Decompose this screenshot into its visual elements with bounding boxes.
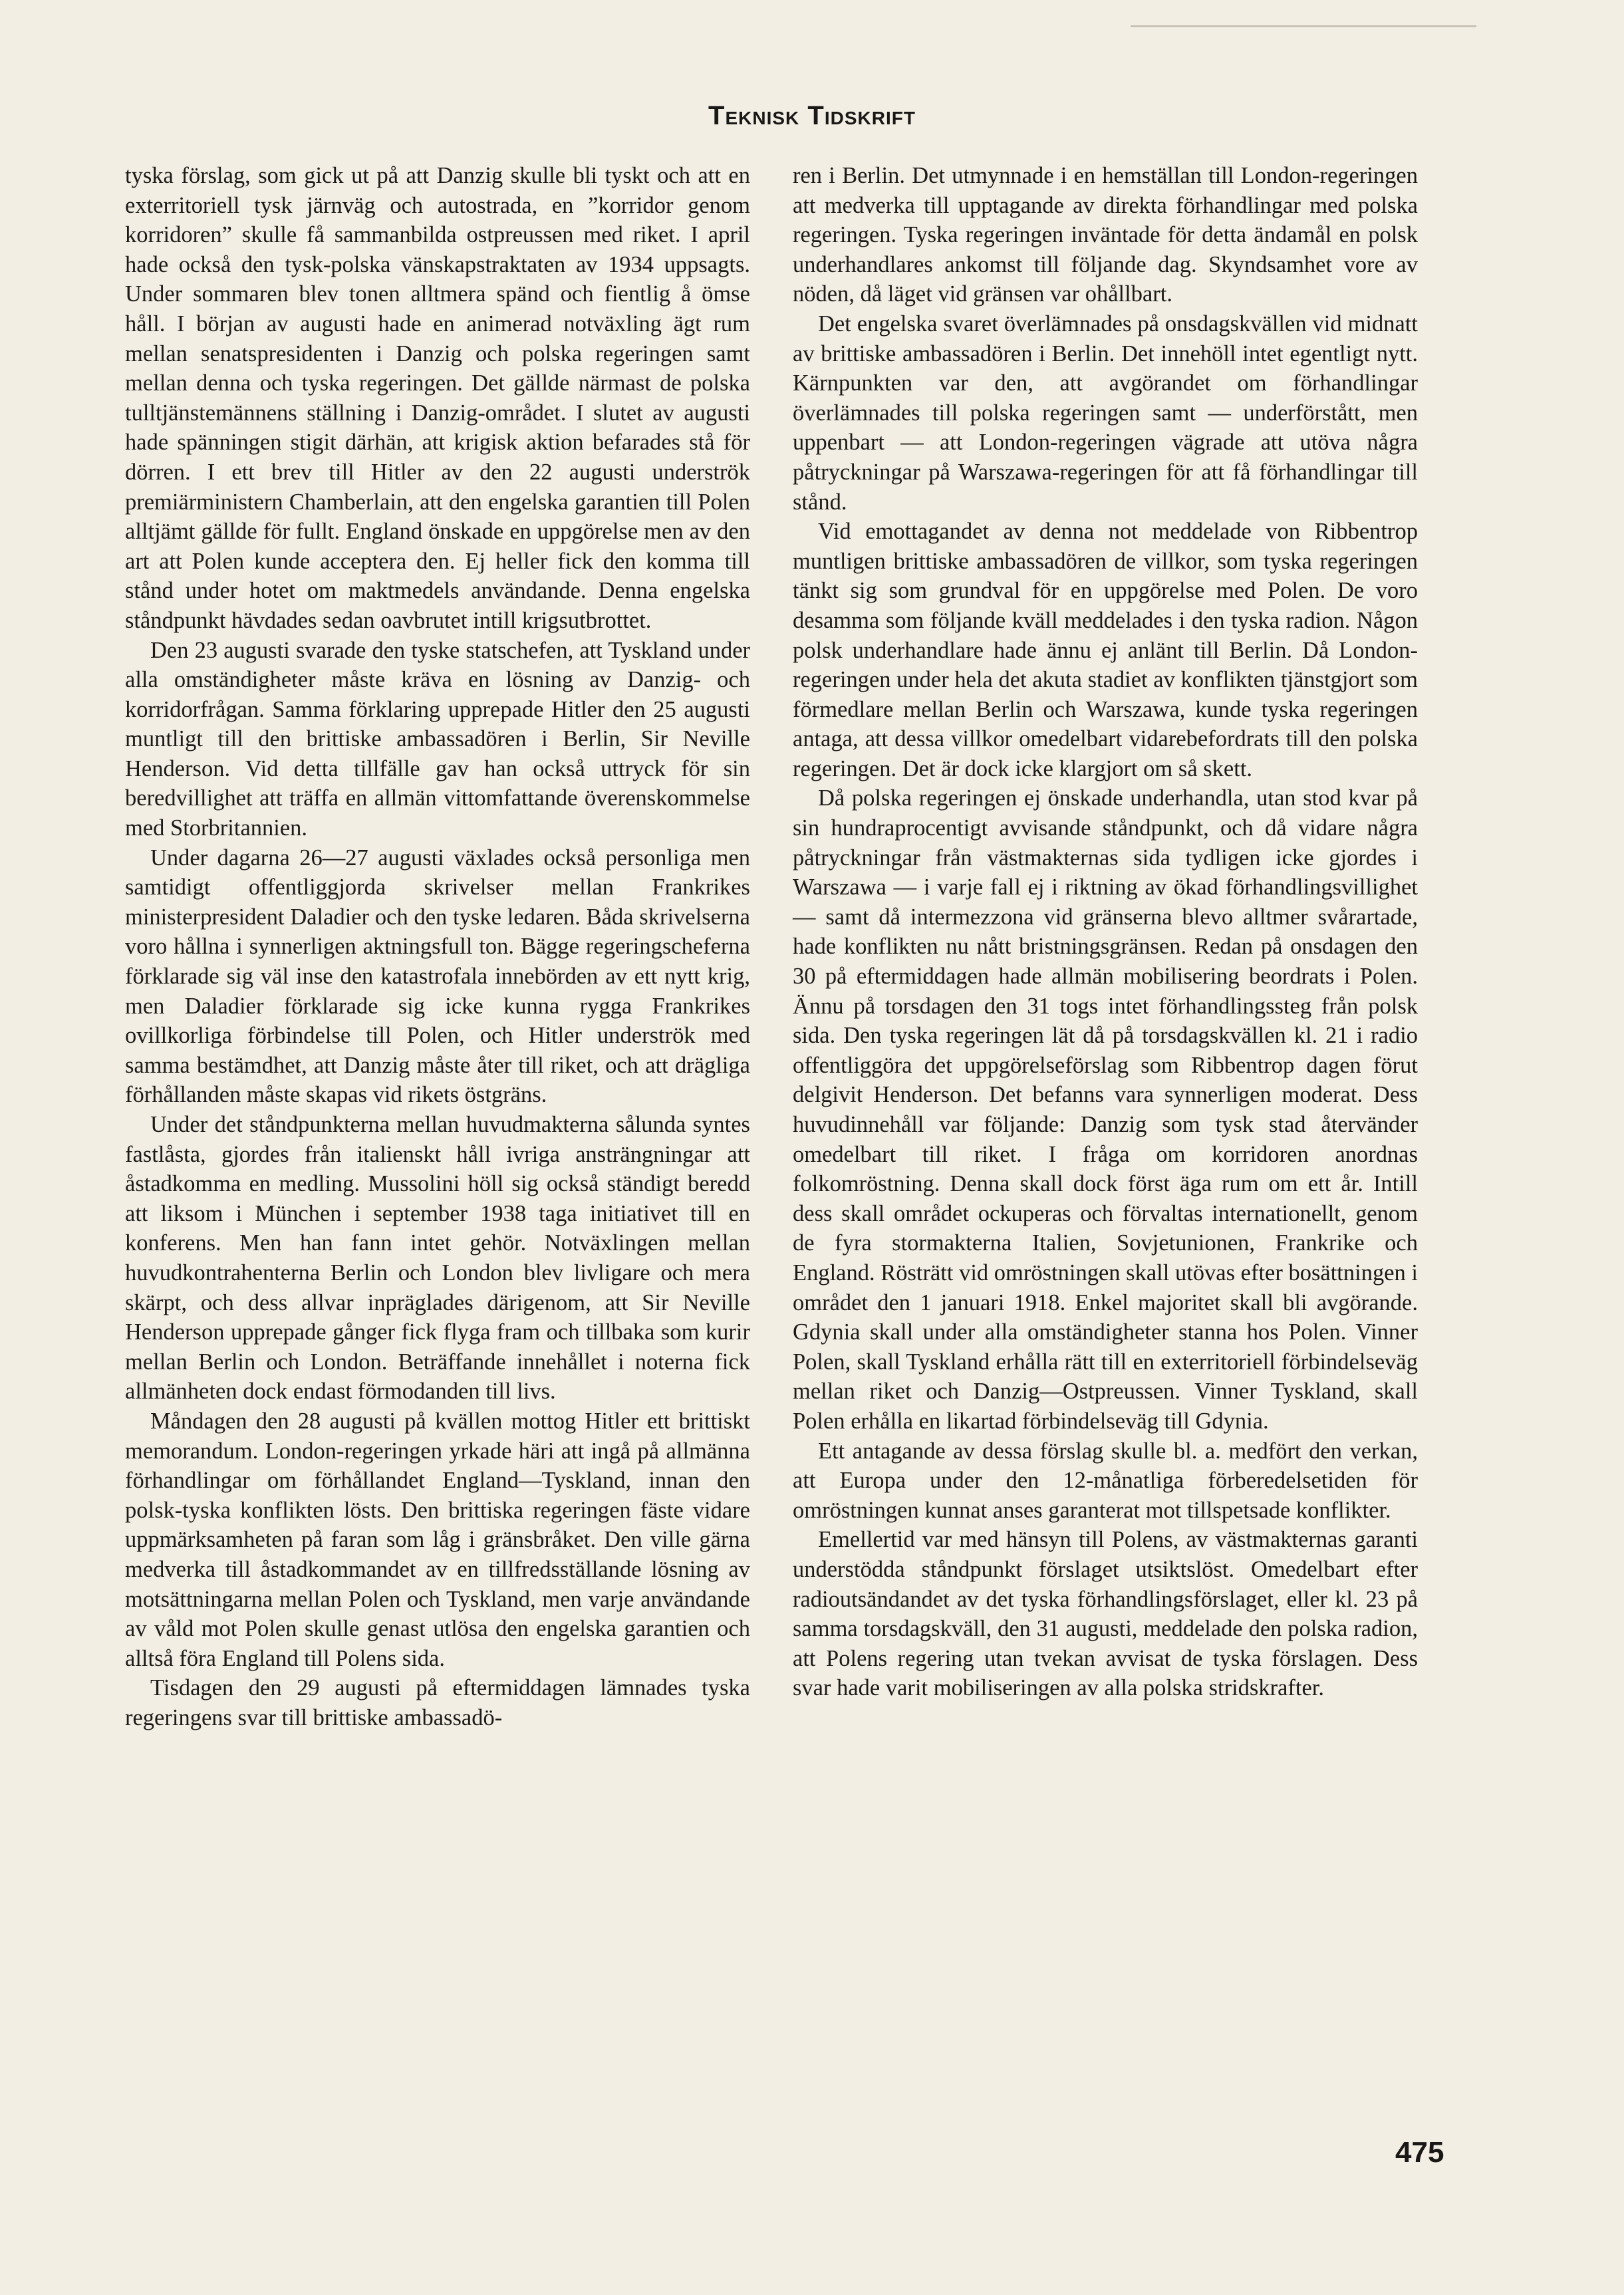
paragraph: Då polska regeringen ej önskade underhandla, utan stod kvar på sin hundraprocentigt avvisande ståndpunkt, och då vidare några påtryckningar från västmakternas sida tydligen icke gjordes i Warszawa — i varje fall ej i riktning av ökad förhandlingsvillighet — samt då intermezzona vid gränserna blevo alltmer svårartade, hade konflikten nu nått bristningsgränsen. Redan på onsdagen den 30 på eftermiddagen hade allmän mobilisering beordrats i Polen. Ännu på torsdagen den 31 togs intet förhandlingssteg från polsk sida. Den tyska regeringen lät då på torsdagskvällen kl. 21 i radio offentliggöra det uppgörelseförslag som Ribbentrop dagen förut delgivit Henderson. Det befanns vara synnerligen moderat. Dess huvudinnehåll var följande: Danzig som tysk stad återvänder omedelbart till riket. I fråga om korridoren anordnas folkomröstning. Denna skall dock först äga rum om ett år. Intill dess skall området ockuperas och förvaltas internationellt, genom de fyra stormakterna Italien, Sovjetunionen, Frankrike och England. Rösträtt vid omröstningen skall utövas efter bosättningen i området den 1 januari 1918. Enkel majoritet skall bli avgörande. Gdynia skall under alla omständigheter stanna hos Polen. Vinner Polen, skall Tyskland erhålla rätt till en exterritoriell förbindelseväg mellan riket och Danzig—Ostpreussen. Vinner Tyskland, skall Polen erhålla en likartad förbindelseväg till Gdynia. — [793, 785, 1418, 1434]
page-number: 475 — [1395, 2136, 1444, 2169]
top-rule — [1131, 25, 1476, 27]
paragraph: ren i Berlin. Det utmynnade i en hemställan till London-regeringen att medverka till upptagande av direkta förhandlingar med polska regeringen. Tyska regeringen inväntade för detta ändamål en polsk underhandlares ankomst till följande dag. Skyndsamhet vore av nöden, då läget vid gränsen var ohållbart. — [793, 163, 1418, 307]
paragraph: Det engelska svaret överlämnades på onsdagskvällen vid midnatt av brittiske ambassadören i Berlin. Det innehöll intet egentligt nytt. Kärnpunkten var den, att avgörandet om förhandlingar överlämnades till polska regeringen samt — underförstått, men uppenbart — att London-regeringen vägrade att utöva några påtryckningar på Warszawa-regeringen för att få förhandlingar till stånd. — [793, 311, 1418, 515]
paragraph: Den 23 augusti svarade den tyske statschefen, att Tyskland under alla omständigheter måste kräva en lösning av Danzig- och korridorfrågan. Samma förklaring upprepade Hitler den 25 augusti muntligt till den brittiske ambassadören i Berlin, Sir Neville Henderson. Vid detta tillfälle gav han också uttryck för sin beredvillighet att träffa en allmän vittomfattande överenskommelse med Storbritannien. — [125, 637, 750, 841]
paragraph: Emellertid var med hänsyn till Polens, av västmakternas garanti understödda ståndpunkt förslaget utsiktslöst. Omedelbart efter radioutsändandet av det tyska förhandlingsförslaget, eller kl. 23 på samma torsdagskväll, den 31 augusti, meddelade den polska radion, att Polens regering utan tvekan avvisat de tyska förslagen. Dess svar hade varit mobiliseringen av alla polska stridskrafter. — [793, 1527, 1418, 1701]
paragraph: Måndagen den 28 augusti på kvällen mottog Hitler ett brittiskt memorandum. London-regeringen yrkade häri att ingå på allmänna förhandlingar om förhållandet England—Tyskland, innan den polsk-tyska konflikten lösts. Den brittiska regeringen fäste vidare uppmärksamheten på faran som låg i gränsbråket. Den ville gärna medverka till åstadkommandet av en tillfredsställande lösning av motsättningarna mellan Polen och Tyskland, men varje användande av våld mot Polen skulle genast utlösa den engelska garantien och alltså föra England till Polens sida. — [125, 1408, 750, 1671]
left-column — [125, 161, 750, 1732]
paragraph: Ett antagande av dessa förslag skulle bl. a. medfört den verkan, att Europa under den 12-månatliga förberedelsetiden för omröstningen kunnat anses garanterat mot tillspetsade konflikter. — [793, 1438, 1418, 1523]
paragraph: Under det ståndpunkterna mellan huvudmakterna sålunda syntes fastlåsta, gjordes från italienskt håll ivriga ansträngningar att åstadkomma en medling. Mussolini höll sig också ständigt beredd att liksom i München i september 1938 taga initiativet till en konferens. Men han fann intet gehör. Notväxlingen mellan huvudkontrahenterna Berlin och London blev livligare och mera skärpt, och dess allvar inpräglades därigenom, att Sir Neville Henderson upprepade gånger fick flyga fram och tillbaka som kurir mellan Berlin och London. Beträffande innehållet i noterna fick allmänheten dock endast förmodanden till livs. — [125, 1112, 750, 1405]
journal-title: Teknisk Tidskrift — [708, 101, 916, 130]
paragraph: tyska förslag, som gick ut på att Danzig skulle bli tyskt och att en exterritoriell tysk järnväg och autostrada, en ”korridor genom korridoren” skulle få sammanbilda ostpreussen med riket. I april hade också den tysk-polska vänskapstraktaten av 1934 uppsagts. Under sommaren blev tonen alltmera spänd och fientlig å ömse håll. I början av augusti hade en animerad notväxling ägt rum mellan senatspresidenten i Danzig och polska regeringen samt mellan denna och tyska regeringen. Det gällde närmast de polska tulltjänstemännens ställning i Danzig-området. I slutet av augusti hade spänningen stigit därhän, att krigisk aktion befarades stå för dörren. I ett brev till Hitler av den 22 augusti underströk premiärministern Chamberlain, att den engelska garantien till Polen alltjämt gällde för fullt. England önskade en uppgörelse men av den art att Polen kunde acceptera den. Ej heller fick den komma till stånd under hotet om maktmedels användande. Denna engelska ståndpunkt hävdades sedan oavbrutet intill krigsutbrottet. — [125, 163, 750, 633]
paragraph: Under dagarna 26—27 augusti växlades också personliga men samtidigt offentliggjorda skrivelser mellan Frankrikes ministerpresident Daladier och den tyske ledaren. Båda skrivelserna voro hållna i synnerligen aktningsfull ton. Bägge regeringscheferna förklarade sig väl inse den katastrofala innebörden av ett nytt krig, men Daladier förklarade sig icke kunna rygga Frankrikes ovillkorliga förbindelse till Polen, och Hitler underströk med samma bestämdhet, att Danzig måste åter till riket, och att drägliga förhållanden måste skapas vid rikets östgräns. — [125, 845, 750, 1108]
paragraph: Vid emottagandet av denna not meddelade von Ribbentrop muntligen brittiske ambassadören de villkor, som tyska regeringen tänkt sig som grundval för en uppgörelse med Polen. De voro desamma som följande kväll meddelades i den tyska radion. Någon polsk underhandlare hade ännu ej anlänt till Berlin. Då London-regeringen under hela det akuta stadiet av konflikten tjänstgjort som förmedlare mellan Berlin och Warszawa, kunde tyska regeringen antaga, att dessa villkor omedelbart vidarebefordrats till den polska regeringen. Det är dock icke klargjort om så skett. — [793, 519, 1418, 781]
paragraph: Tisdagen den 29 augusti på eftermiddagen lämnades tyska regeringens svar till brittiske ambassadö- — [125, 1675, 750, 1730]
right-column — [793, 161, 1418, 1703]
